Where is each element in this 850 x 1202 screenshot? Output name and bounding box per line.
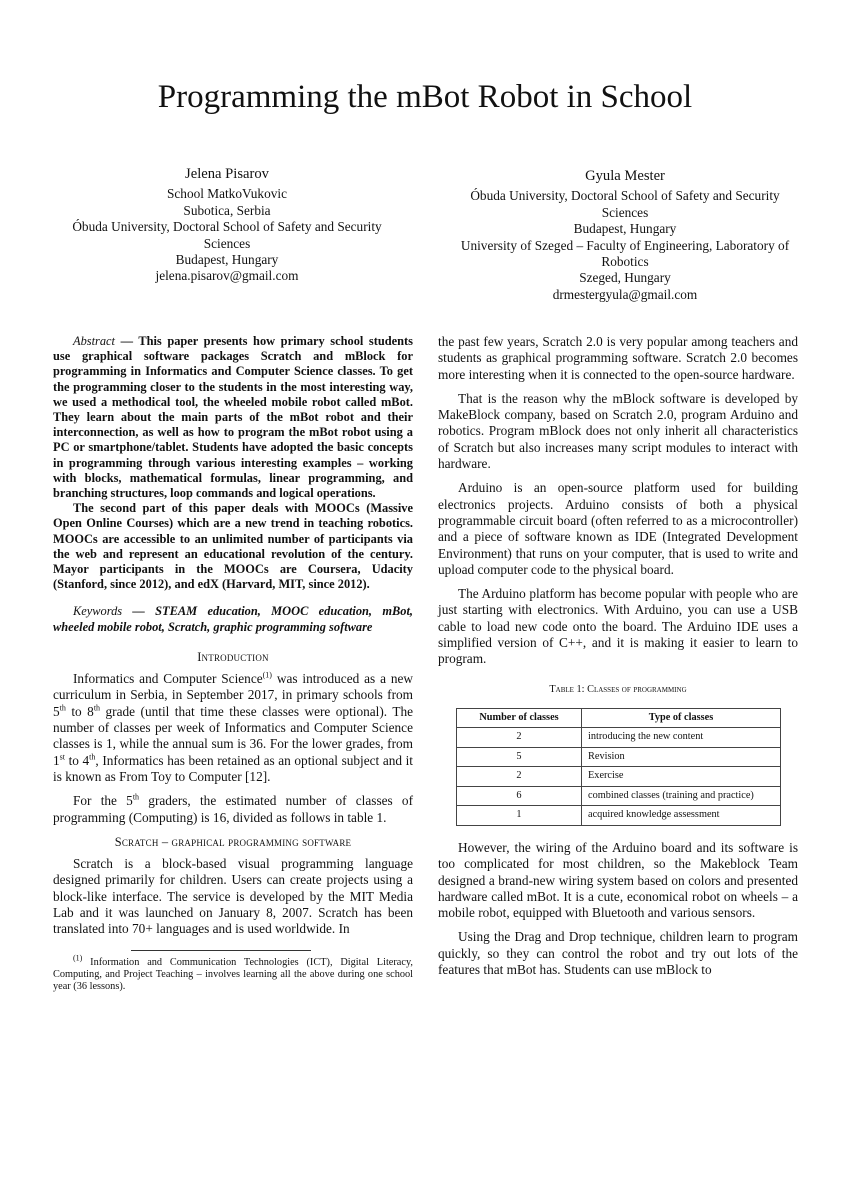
table-caption: Table 1: Classes of programming	[549, 683, 687, 695]
table-row	[457, 786, 781, 806]
text-run: to 8	[65, 703, 94, 719]
section-heading-scratch: Scratch – graphical programming software	[114, 834, 352, 849]
classes-table	[456, 708, 781, 826]
ordinal-suffix: th	[59, 703, 66, 713]
table-row	[457, 767, 781, 787]
abstract-text-1: This paper presents how primary school students use graphical software packages Scratch and mBlock for programming in Informatics and Computer Science classes. To get the programming closer to the students in the most interesting way, we used a methodical tool, the wheeled mobile robot called mBot. They learn about the main parts of the mBot robot and their interconnection, as well as how to program the mBot robot using a PC or smartphone/tablet. Students have adopted the basic concepts in programming through various interesting examples – working with blocks, mathematical formulas, linear programming, and branching structures, loop commands and logical operations.	[53, 334, 413, 501]
paragraph: That is the reason why the mBlock software is developed by MakeBlock company, based on Scratch 2.0, program Arduino and robotics. Program mBlock does not only inherit all characteristics of Scratch but also increases many script modules to interact with hardware.	[438, 390, 798, 472]
table-cell: 2	[457, 728, 582, 748]
section-heading-introduction: Introduction	[197, 649, 269, 664]
table-cell: Exercise	[582, 767, 781, 787]
table-cell: acquired knowledge assessment	[582, 806, 781, 826]
abstract-paragraph-1	[53, 334, 413, 501]
ordinal-suffix: st	[59, 752, 65, 762]
keywords-label: Keywords	[73, 604, 123, 619]
intro-paragraph-1	[53, 671, 413, 785]
text-run: For the 5	[73, 793, 133, 809]
table-row	[457, 806, 781, 826]
table-cell: introducing the new content	[582, 728, 781, 748]
paragraph: the past few years, Scratch 2.0 is very popular among teachers and students as graphical programming software. Scratch 2.0 becomes more interesting when it is connected to the open-source hardware.	[438, 334, 798, 382]
paragraph: Arduino is an open-source platform used for building electronics projects. Arduino consists of both a physical programmable circuit board (often referred to as a microcontroller) and a piece of software known as IDE (Integrated Development Environment) that runs on your computer, that is used to write and upload computer code to the physical board.	[438, 480, 798, 577]
left-column	[53, 334, 413, 994]
text-run: graders, the estimated number of classes of programming (Computing) is 16, divided as follows in table 1.	[53, 793, 413, 825]
table-header-row	[457, 708, 781, 728]
column-header: Number of classes	[457, 708, 582, 728]
table-row	[457, 747, 781, 767]
ordinal-suffix: th	[93, 703, 101, 713]
abstract-paragraph-2: The second part of this paper deals with MOOCs (Massive Open Online Courses) which are a new trend in teaching robotics. MOOCs are accessible to an unlimited number of participants via the web and represent an educational revolution of the century. Mayor participants in the MOOCs are Coursera, Udacity (Stanford, since 2012), and edX (Harvard, MIT, since 2012).	[53, 501, 413, 592]
scratch-paragraph-1: Scratch is a block-based visual programming language designed primarily for children. Users can create projects using a block-like interface. The service is developed by the MIT Media Lab and it was launched on January 8, 2007. Scratch has been translated into 70+ languages and is used worldwide. In	[53, 856, 413, 937]
text-run: to 4	[65, 752, 90, 768]
footnote-text: Information and Communication Technologies (ICT), Digital Literacy, Computing, and Project Teaching – involves learning all the above during one school year (36 lessons).	[53, 956, 413, 993]
paragraph: However, the wiring of the Arduino board and its software is too complicated for most children, so the Makeblock Team designed a brand-new wiring system based on colors and presented hardware called mBot. It is a cute, economical robot on wheels – a mobile robot, equipped with Bluetooth and various sensors.	[438, 839, 798, 921]
table-cell: 6	[457, 786, 582, 806]
column-header: Type of classes	[582, 708, 781, 728]
footnote-mark: (1)	[73, 953, 83, 963]
ordinal-suffix: th	[89, 752, 96, 762]
author-affiliation-line: Subotica, Serbia	[183, 202, 271, 218]
paper-title: Programming the mBot Robot in School	[157, 79, 693, 115]
author-affiliation-line: Óbuda University, Doctoral School of Safety and Security Sciences	[470, 188, 780, 220]
author-block-2	[446, 168, 804, 303]
author-block-1	[52, 166, 402, 285]
table-cell: 1	[457, 806, 582, 826]
author-affiliation-line: Budapest, Hungary	[573, 221, 677, 237]
author-affiliation-line: Budapest, Hungary	[175, 252, 279, 268]
abstract-label: Abstract	[73, 334, 115, 348]
keywords-dash: —	[122, 604, 156, 619]
paragraph: The Arduino platform has become popular with people who are just starting with electronics. With Arduino, you can use a USB cable to load new code onto the board. The Arduino IDE uses a simplified version of C++, and it is making it easier to learn to program.	[438, 586, 798, 667]
footnote	[53, 953, 413, 994]
keywords-text: STEAM education, MOOC education, mBot, wheeled mobile robot, Scratch, graphic programming software	[53, 604, 413, 634]
table-cell: Revision	[582, 747, 781, 767]
ordinal-suffix: th	[132, 792, 140, 802]
author-affiliation-line: University of Szeged – Faculty of Engineering, Laboratory of Robotics	[460, 237, 790, 270]
text-run: , Informatics has been retained as an optional subject and it is known as From Toy to Computer [12].	[53, 752, 413, 784]
table-cell: 2	[457, 767, 582, 787]
footnote-divider	[131, 950, 311, 951]
author-affiliation-line: Szeged, Hungary	[579, 270, 671, 286]
table-cell: combined classes (training and practice)	[582, 786, 781, 806]
right-column	[438, 334, 798, 986]
table-row	[457, 728, 781, 748]
author-email: drmestergyula@gmail.com	[552, 286, 698, 302]
paragraph: Using the Drag and Drop technique, children learn to program quickly, so they can control the robot and try out lots of the features that mBot has. Students can use mBlock to	[438, 929, 798, 978]
text-run: Informatics and Computer Science	[73, 671, 263, 687]
text-run: was introduced as a new curriculum in Serbia, in September 2017, in primary schools from 5	[53, 671, 413, 719]
keywords	[53, 604, 413, 634]
author-name: Gyula Mester	[585, 168, 665, 184]
text-run: grade (until that time these classes were optional). The number of classes per week of Informatics and Computer Science classes is 1, while the annual sum is 36. For the lower grades, from 1	[53, 703, 414, 768]
abstract-dash: —	[115, 334, 139, 348]
author-affiliation-line: Óbuda University, Doctoral School of Safety and Security Sciences	[72, 219, 382, 251]
author-name: Jelena Pisarov	[185, 166, 269, 182]
intro-paragraph-2	[53, 793, 413, 826]
author-email: jelena.pisarov@gmail.com	[155, 268, 299, 284]
footnote-ref: (1)	[262, 670, 272, 680]
author-affiliation-line: School MatkoVukovic	[167, 186, 287, 202]
table-cell: 5	[457, 747, 582, 767]
